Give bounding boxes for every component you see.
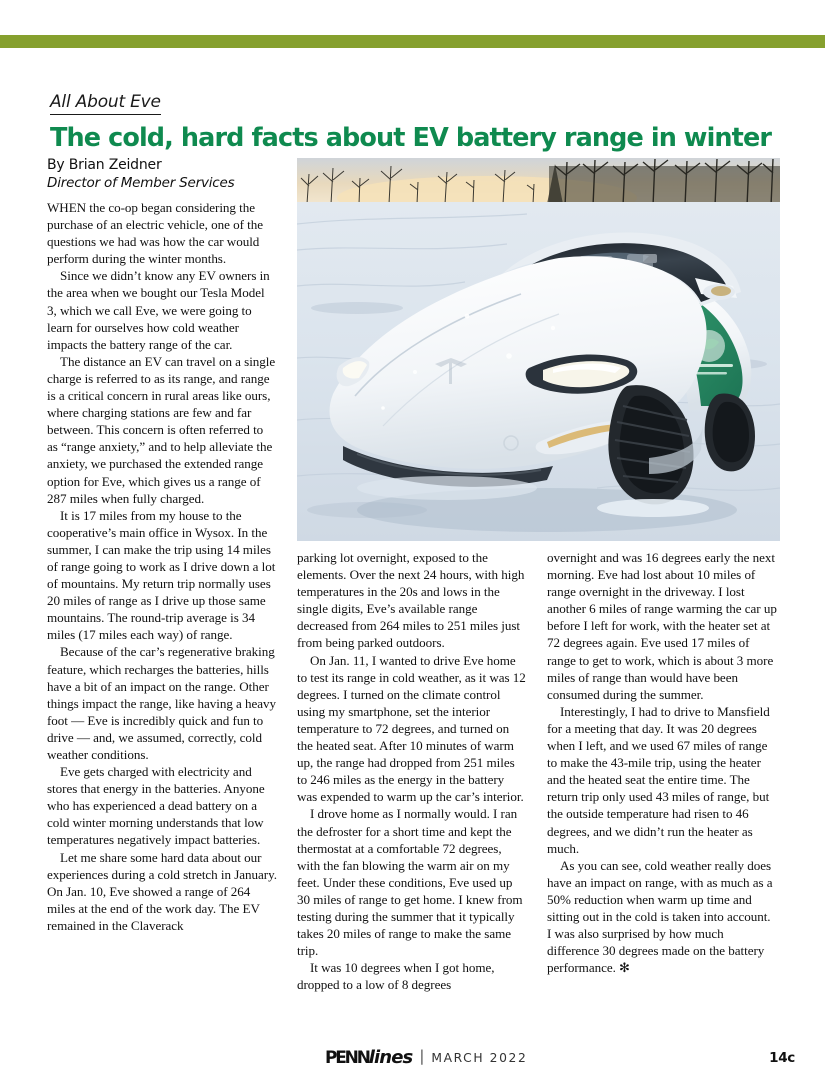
body-column-1 — [47, 199, 277, 934]
article-header — [50, 94, 780, 152]
byline-author: By Brian Zeidner — [47, 157, 162, 173]
byline-role: Director of Member Services — [47, 174, 235, 191]
paragraph: I drove home as I normally would. I ran the defroster for a short time and kept the thermostat at a comfortable 72 degrees, with the fan blowing the warm air on my feet. Under these conditions, Eve used up 30 miles of range to get home. I knew from testing during the summer that it typically takes 20 miles of range to make the same trip. — [297, 806, 523, 959]
paragraph: parking lot overnight, exposed to the elements. Over the next 24 hours, with high temperatures in the 20s and lows in the single digits, Eve’s available range decreased from 264 miles to 251 miles just from being parked outdoors. — [297, 550, 525, 651]
tesla-in-snow-illustration — [297, 158, 780, 541]
paragraph: Let me share some hard data about our experiences during a cold stretch in January. On Jan. 10, Eve showed a range of 264 miles at the end of the work day. The EV remained in the Claverack — [47, 849, 277, 933]
paragraph: WHEN the co-op began considering the purchase of an electric vehicle, one of the questions we had was how the car would perform during the winter months. — [47, 200, 263, 267]
paragraph: Since we didn’t know any EV owners in the area when we bought our Tesla Model 3, which we call Eve, we were going to learn for ourselves how cold weather impacts the battery range of the car. — [47, 268, 270, 352]
paragraph: On Jan. 11, I wanted to drive Eve home to test its range in cold weather, as it was 12 degrees. I turned on the climate control using my smartphone, set the interior temperature to 72 degrees, and turned on the heated seat. After 10 minutes of warm up, the range had dropped from 251 miles to 246 miles as the energy in the battery was expended to warm up the car’s interior. — [297, 652, 526, 805]
column-kicker: All About Eve — [50, 94, 161, 115]
logo-penn-text: PENN — [325, 1048, 369, 1068]
article-photo — [297, 158, 780, 541]
paragraph: Because of the car’s regenerative braking feature, which recharges the batteries, hills have a bit of an impact on the range. Other things impact the range, like having a heavy foot — Eve is incredibly quick and fun to drive — and, we assumed, correctly, cold weather conditions. — [47, 644, 277, 762]
paragraph: Eve gets charged with electricity and stores that energy in the batteries. Anyone who has experienced a dead battery on a cold winter morning understands that low temperatures negatively impact batteries. — [47, 764, 265, 848]
page-footer — [0, 1048, 825, 1074]
page-number: 14c — [769, 1050, 795, 1066]
page-title: The cold, hard facts about EV battery range in winter — [50, 122, 772, 153]
logo-lines-text: lines — [368, 1047, 413, 1068]
footer-divider: | — [419, 1047, 425, 1065]
issue-date: MARCH 2022 — [431, 1051, 528, 1065]
top-green-rule — [0, 35, 825, 48]
body-column-3 — [547, 549, 778, 976]
paragraph: The distance an EV can travel on a single charge is referred to as its range, and range is a critical concern in rural areas like ours, where charging stations are few and far between. This concern is often referred to as “range anxiety,” and to help alleviate the anxiety, we purchased the extended range option for Eve, which gives us a range of 287 miles when fully charged. — [47, 353, 276, 506]
paragraph: As you can see, cold weather really does have an impact on range, with as much as a 50% reduction when warm up time and sitting out in the cold is taken into account. I was also surprised by how much difference 30 degrees made on the battery performance. ✻ — [547, 857, 773, 976]
paragraph: Interestingly, I had to drive to Mansfield for a meeting that day. It was 20 degrees when I left, and we used 67 miles of range to make the 43-mile trip, using the heater and the heated seat the entire time. The return trip only used 43 miles of range, but the outside temperature had risen to 46 degrees, and we didn’t run the heater as much. — [547, 703, 770, 856]
paragraph: overnight and was 16 degrees early the next morning. Eve had lost about 10 miles of range overnight in the driveway. I lost another 6 miles of range warming the car up before I left for work, with the heater set at 72 degrees again. Eve used 17 miles of range to get to work, which is about 3 more miles of range than would have been consumed during the summer. — [547, 550, 777, 702]
pennlines-logo — [325, 1049, 412, 1067]
footer-masthead — [325, 1048, 527, 1066]
body-column-2 — [297, 549, 527, 993]
paragraph: It is 17 miles from my house to the cooperative’s main office in Wysox. In the summer, I can make the trip using 14 miles of range going to work as I drive down a lot of mountains. My return trip normally uses 20 miles of range as I drive up those same mountains. The round-trip average is 34 miles (17 miles each way) of range. — [47, 507, 276, 643]
byline — [47, 157, 279, 192]
paragraph: It was 10 degrees when I got home, dropped to a low of 8 degrees — [297, 960, 495, 993]
